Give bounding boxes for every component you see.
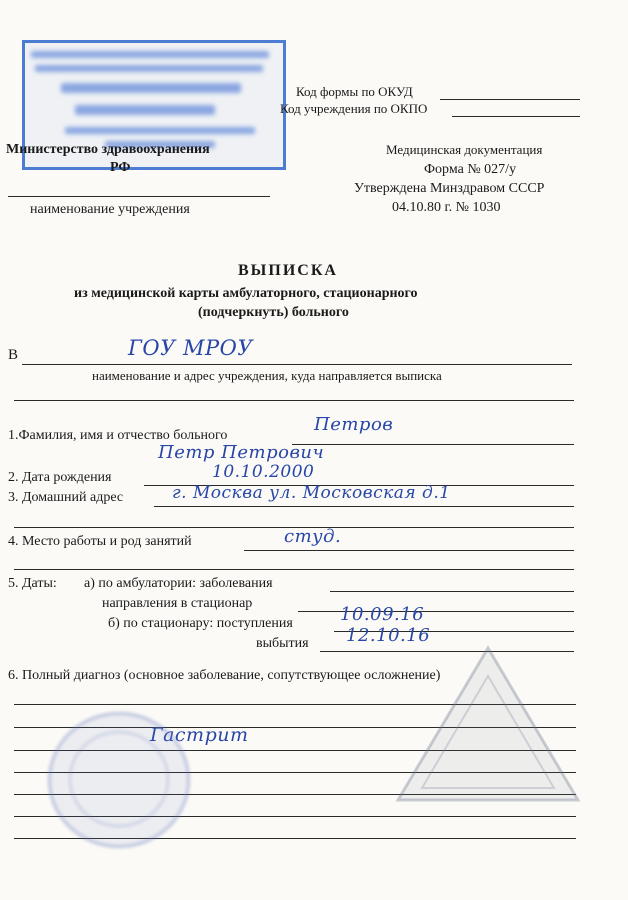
doc-title-line2: из медицинской карты амбулаторного, стационарного xyxy=(74,286,418,301)
okud-line xyxy=(440,99,580,100)
triangle-stamp xyxy=(390,640,586,810)
address-line xyxy=(154,506,574,507)
discharge-label: выбытия xyxy=(256,636,309,651)
work-value: студ. xyxy=(284,526,342,547)
okpo-line xyxy=(452,116,580,117)
fio-label: 1.Фамилия, имя и отчество больного xyxy=(8,428,228,443)
destination-prefix: В xyxy=(8,347,19,363)
dates-admission-label: б) по стационару: поступления xyxy=(108,616,293,631)
doc-type: Медицинская документация xyxy=(386,142,543,157)
dob-value: 10.10.2000 xyxy=(212,462,315,482)
address-value: г. Москва ул. Московская д.1 xyxy=(172,483,451,503)
stamp-text-blur xyxy=(31,51,269,58)
form-number: Форма № 027/у xyxy=(424,162,517,177)
doc-title: ВЫПИСКА xyxy=(238,262,338,279)
fio-value-name: Петр Петрович xyxy=(158,442,325,463)
institution-caption: наименование учреждения xyxy=(30,202,190,217)
approved-date: 04.10.80 г. № 1030 xyxy=(392,200,501,215)
discharge-value: 12.10.16 xyxy=(346,625,431,646)
dates-referral: направления в стационар xyxy=(102,596,253,611)
doc-title-line3: (подчеркнуть) больного xyxy=(198,305,349,320)
admission-value: 10.09.16 xyxy=(340,604,425,625)
fio-value-surname: Петров xyxy=(314,414,394,435)
approved-by: Утверждена Минздравом СССР xyxy=(354,181,545,196)
work-label: 4. Место работы и род занятий xyxy=(8,534,192,549)
ministry-line1: Министерство здравоохранения xyxy=(6,142,210,157)
dates-ambulatory: а) по амбулатории: заболевания xyxy=(84,576,273,591)
diagnosis-label: 6. Полный диагноз (основное заболевание, сопутствующее осложнение) xyxy=(8,668,441,683)
blank-line xyxy=(14,569,574,570)
destination-value: ГОУ МРОУ xyxy=(128,336,253,360)
address-label: 3. Домашний адрес xyxy=(8,490,124,505)
destination-caption: наименование и адрес учреждения, куда направляется выписка xyxy=(92,368,442,383)
blank-line xyxy=(14,400,574,401)
stamp-text-blur xyxy=(35,65,263,72)
dates-label: 5. Даты: xyxy=(8,576,57,591)
diagnosis-value: Гастрит xyxy=(150,724,249,746)
ministry-line2: РФ xyxy=(110,160,131,175)
stamp-text-blur xyxy=(75,105,215,115)
fio-line xyxy=(292,444,574,445)
stamp-text-blur xyxy=(61,83,241,93)
dates-ambulatory-line xyxy=(330,591,574,592)
okud-label: Код формы по ОКУД xyxy=(296,84,413,99)
round-seal xyxy=(48,712,190,848)
round-seal-inner xyxy=(69,731,169,827)
destination-line xyxy=(22,364,572,365)
stamp-text-blur xyxy=(65,127,255,134)
institution-underline xyxy=(8,196,270,197)
okpo-label: Код учреждения по ОКПО xyxy=(280,101,428,116)
dob-label: 2. Дата рождения xyxy=(8,470,112,485)
work-line xyxy=(244,550,574,551)
